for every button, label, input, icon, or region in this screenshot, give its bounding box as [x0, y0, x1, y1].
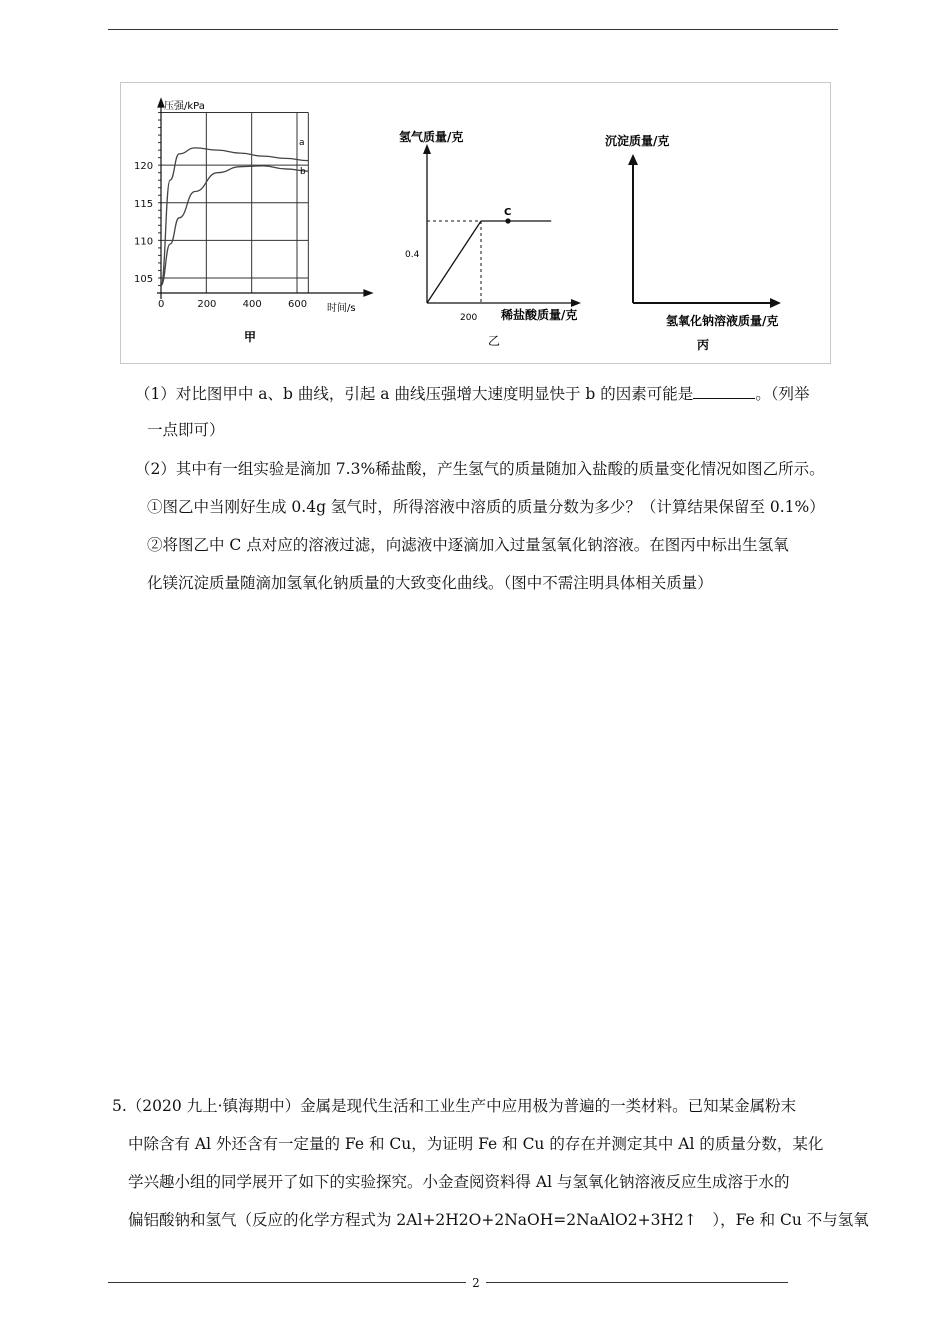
jia-x-tick-label: 200 — [197, 299, 217, 310]
jia-x-label: 时间/s — [327, 303, 356, 314]
jia-curve-b — [161, 166, 308, 286]
yi-x-tick-label: 200 — [460, 313, 478, 323]
yi-y-tick-label: 0.4 — [405, 250, 420, 260]
jia-curve-b-label: b — [300, 167, 306, 177]
q5-line1: 5.（2020 九上·镇海期中）金属是现代生活和工业生产中应用极为普遍的一类材料。已知某金属粉末 — [112, 1097, 797, 1115]
chart-bing — [605, 133, 781, 352]
q2-sub2-line2: 化镁沉淀质量随滴加氢氧化钠质量的大致变化曲线。（图中不需注明具体相关质量） — [147, 574, 713, 592]
figure-panel — [120, 82, 831, 364]
footer-rule — [108, 1282, 788, 1283]
chart-yi — [399, 129, 581, 348]
yi-y-arrow — [423, 144, 431, 154]
q2-line1: （2）其中有一组实验是滴加 7.3%稀盐酸，产生氢气的质量随加入盐酸的质量变化情况如图乙所示。 — [135, 460, 825, 478]
yi-point-c — [505, 218, 510, 223]
jia-y-tick-labels — [134, 161, 153, 285]
jia-y-tick-label: 115 — [134, 198, 154, 210]
yi-rising-line — [427, 221, 481, 303]
jia-x-tick-label: 600 — [288, 299, 308, 310]
header-rule — [108, 29, 838, 30]
yi-point-c-label: C — [504, 207, 512, 218]
q1-text: （1）对比图甲中 a、b 曲线，引起 a 曲线压强增大速度明显快于 b 的因素可能是 — [135, 385, 694, 403]
jia-x-arrow — [364, 290, 372, 296]
q5-line4: 偏铝酸钠和氢气（反应的化学方程式为 2Al+2H2O+2NaOH=2NaAlO2+3H2↑ ），Fe 和 Cu 不与氢氧 — [128, 1211, 869, 1229]
yi-caption: 乙 — [488, 334, 501, 348]
yi-x-arrow — [571, 299, 581, 307]
jia-x-tick-labels — [158, 299, 307, 310]
yi-x-label: 稀盐酸质量/克 — [501, 308, 578, 322]
q5-line3: 学兴趣小组的同学展开了如下的实验探究。小金查阅资料得 Al 与氢氧化钠溶液反应生成溶于水的 — [128, 1173, 790, 1191]
bing-y-arrow — [628, 154, 638, 165]
jia-y-tick-label: 110 — [134, 236, 154, 248]
yi-y-label: 氢气质量/克 — [399, 130, 464, 144]
jia-curve-a-label: a — [299, 138, 305, 148]
jia-x-tick-label: 0 — [158, 299, 165, 310]
jia-x-tick-label: 400 — [242, 299, 262, 310]
q2-sub2-line1: ②将图乙中 C 点对应的溶液过滤，向滤液中逐滴加入过量氢氧化钠溶液。在图丙中标出生氢氧 — [147, 536, 789, 554]
q1-line2: 一点即可） — [147, 421, 225, 439]
q1-line1 — [135, 384, 810, 404]
jia-caption: 甲 — [244, 330, 257, 344]
q2-sub1: ①图乙中当刚好生成 0.4g 氢气时，所得溶液中溶质的质量分数为多少？（计算结果保留至 0.1%） — [147, 498, 825, 516]
jia-y-tick-label: 120 — [134, 161, 154, 173]
q5-line2: 中除含有 Al 外还含有一定量的 Fe 和 Cu，为证明 Fe 和 Cu 的存在并测定其中 Al 的质量分数，某化 — [128, 1135, 824, 1153]
bing-y-label: 沉淀质量/克 — [605, 134, 670, 148]
jia-y-tick-label: 105 — [134, 273, 154, 285]
q1-text-tail: 。（列举 — [755, 385, 810, 403]
bing-x-label: 氢氧化钠溶液质量/克 — [666, 314, 779, 328]
bing-x-arrow — [770, 298, 781, 308]
chart-jia — [134, 99, 372, 344]
bing-caption: 丙 — [697, 338, 710, 352]
jia-grid — [158, 113, 308, 293]
jia-y-label: 压强/kPa — [164, 101, 205, 112]
page-number: 2 — [466, 1276, 486, 1290]
answer-blank[interactable] — [693, 384, 755, 399]
